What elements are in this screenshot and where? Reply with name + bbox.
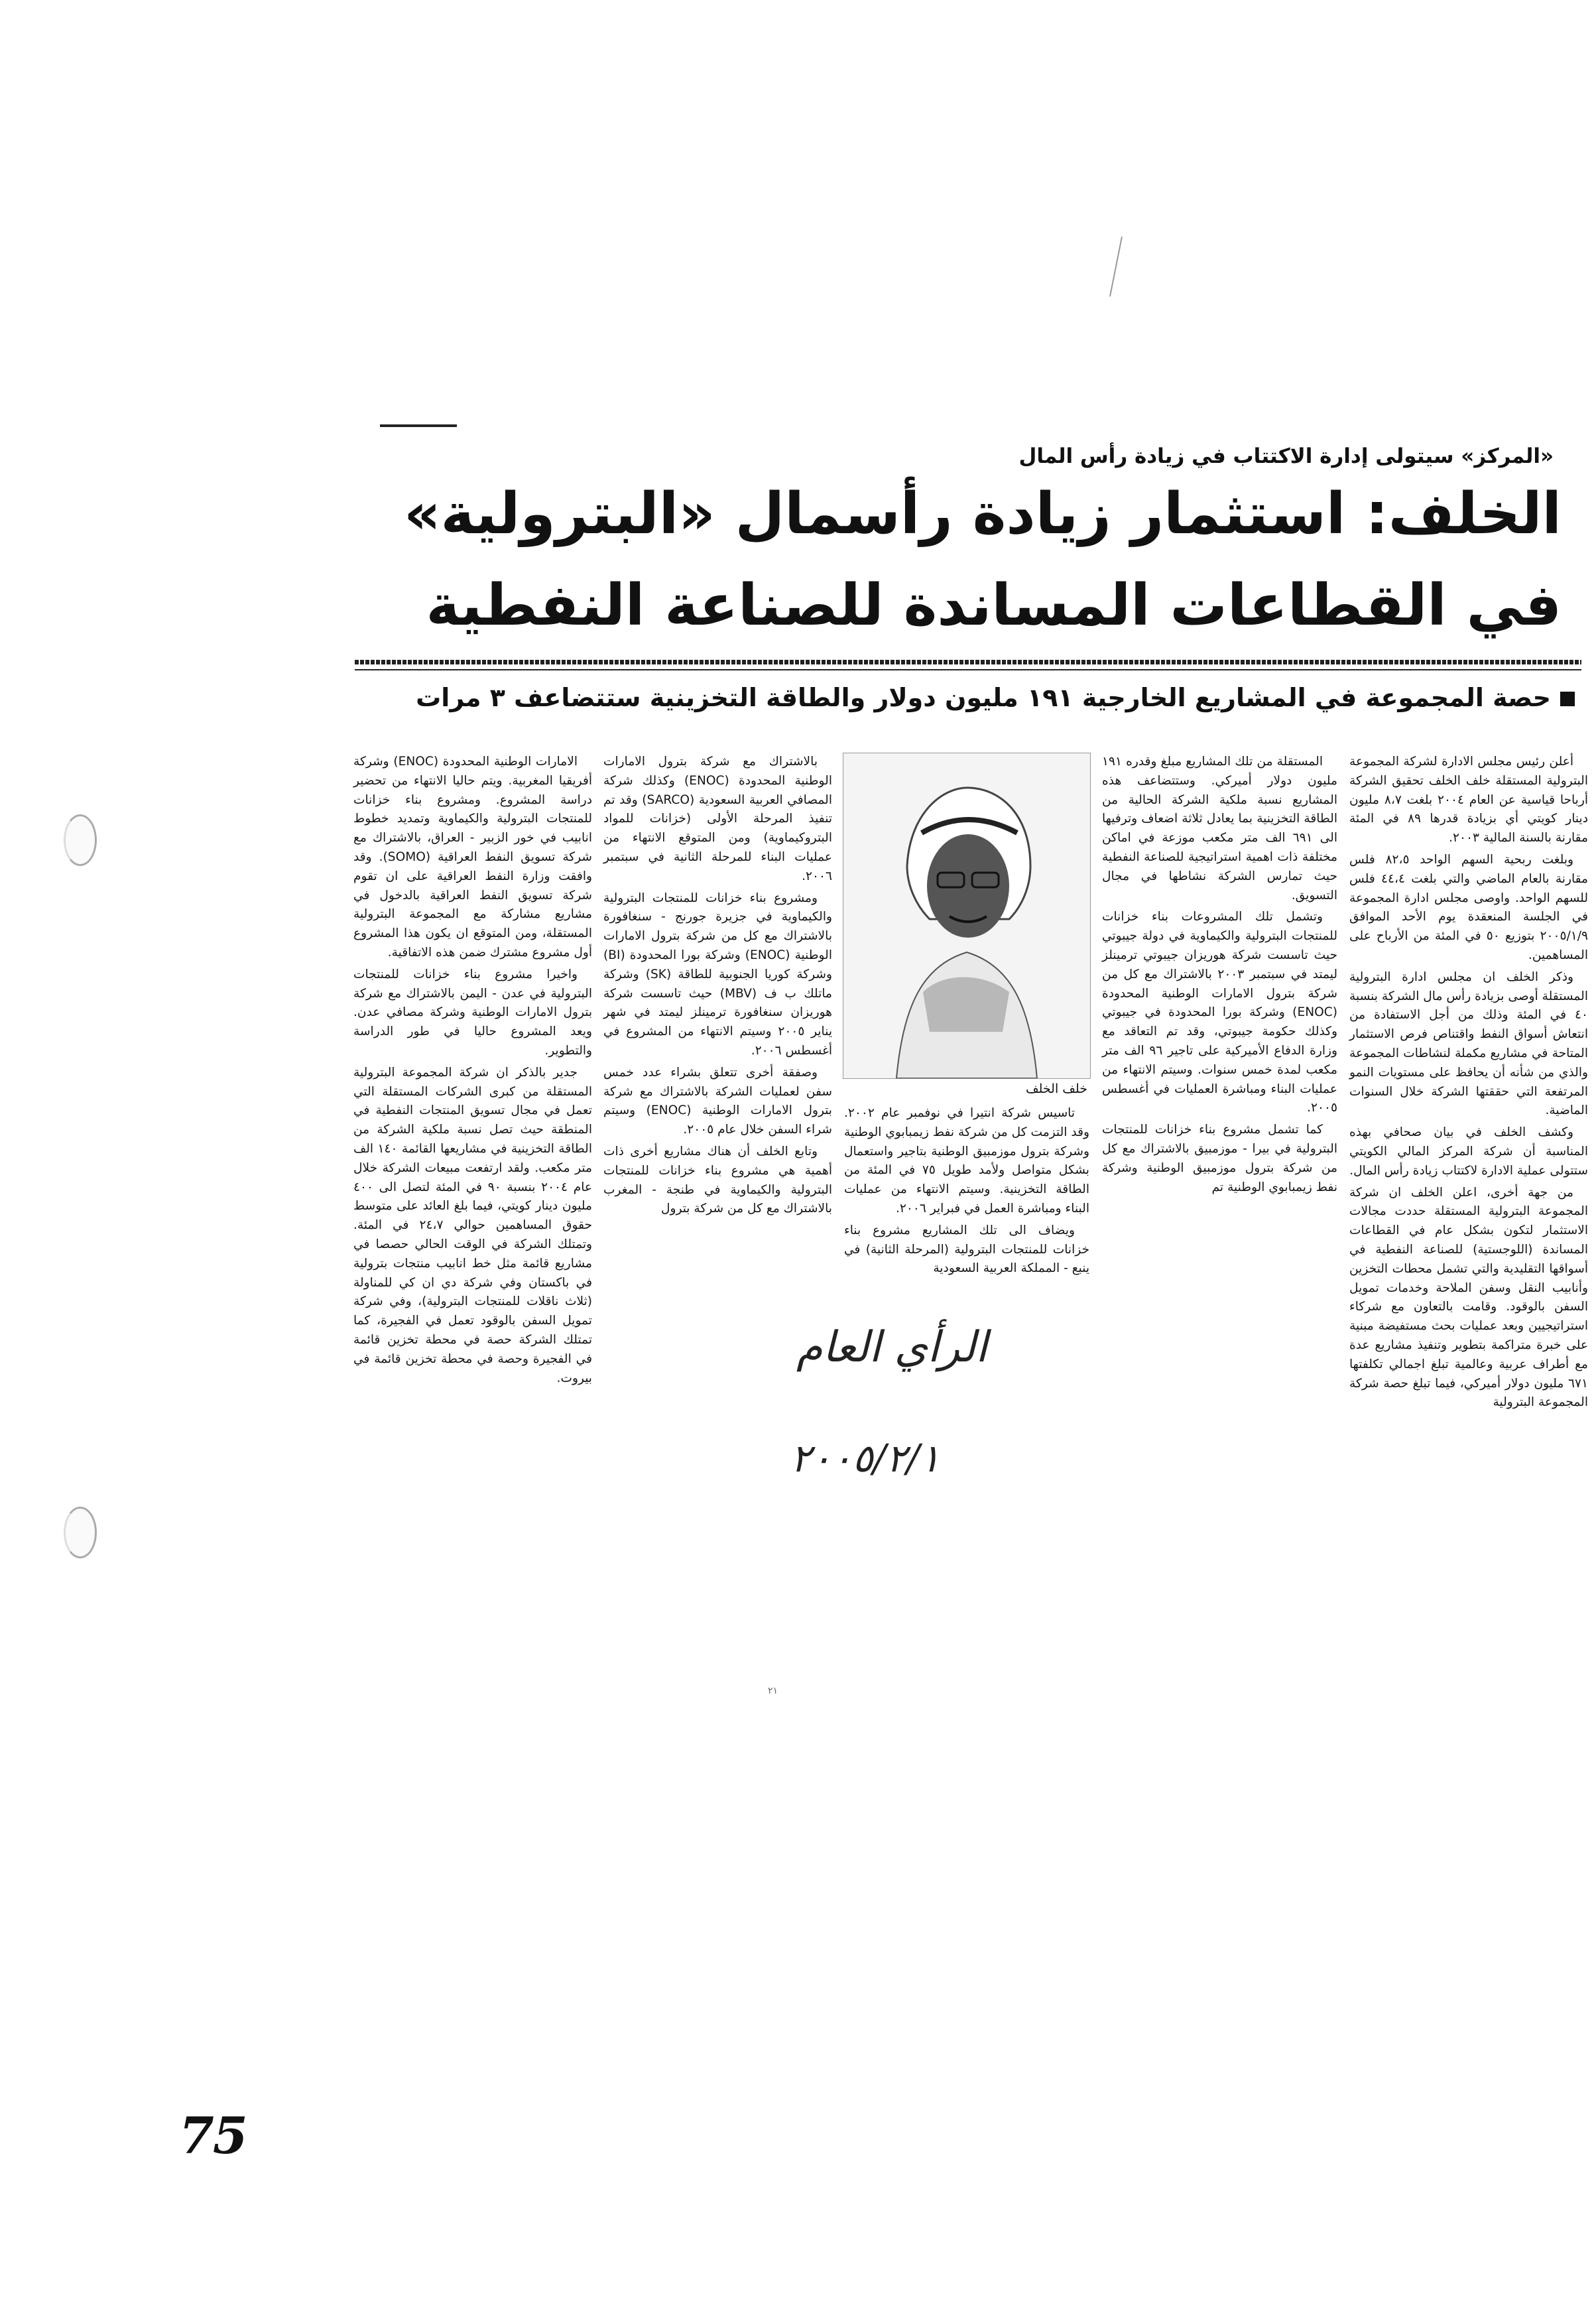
paragraph: وتابع الخلف أن هناك مشاريع أخرى ذات أهمية هي مشروع بناء خزانات للمنتجات البترولية والكيماوية في طنجة - المغرب بالاشتراك مع كل من شركة بترول: [603, 1144, 832, 1216]
kicker: «المركز» سيتولى إدارة الاكتتاب في زيادة رأس المال: [1018, 444, 1554, 468]
paragraph: من جهة أخرى، اعلن الخلف ان شركة المجموعة البترولية المستقلة حددت مجالات الاستثمار لتكون بشكل عام في القطاعات المساندة (اللوجستية) للصناعة النفطية في أسواقها التقليدية والتي تشمل محطات التخزين وأنابيب النقل وسفن الملاحة وخدمات تمويل السفن بالوقود. وقامت بالتعاون مع شركاء استراتيجيين وبعد عمليات بحث مستفيضة مبنية على خبرة متراكمة بتطوير وتنفيذ مشاريع عدة مع أطراف عربية وعالمية تبلغ اجمالي تكلفتها ٦٧١ مليون دولار أميركي، فيما تبلغ حصة شركة المجموعة البترولية: [1349, 1185, 1588, 1410]
portrait-photo: [843, 753, 1091, 1079]
portrait-photo-icon: [843, 753, 1090, 1078]
paragraph: أعلن رئيس مجلس الادارة لشركة المجموعة البترولية المستقلة خلف الخلف تحقيق الشركة أرباحا قياسية عن العام ٢٠٠٤ بلغت ٨،٧ مليون دينار كويتي أي بزيادة قدرها ٨٩ في المئة مقارنة بالسنة المالية ٢٠٠٣.: [1349, 755, 1588, 845]
deck-text: حصة المجموعة في المشاريع الخارجية ١٩١ مليون دولار والطاقة التخزينية ستتضاعف ٣ مرات: [416, 683, 1551, 712]
paragraph: بالاشتراك مع شركة بترول الامارات الوطنية المحدودة (ENOC) وكذلك شركة المصافي العربية السعودية (SARCO) وقد تم تنفيذ المرحلة الأولى (خزانات للمواد البتروكيماوية) ومن المتوقع الانتهاء من عمليات البناء للمرحلة الثانية في سبتمبر ٢٠٠٦.: [603, 755, 832, 883]
newspaper-clipping: [348, 408, 1588, 1727]
handwritten-note: [719, 1323, 1091, 1548]
stray-mark-icon: [1106, 233, 1126, 300]
handwritten-date: ٢٠٠٥/٢/١: [790, 1436, 940, 1481]
handwritten-source: الرأي العام: [796, 1323, 988, 1372]
paragraph: وبلغت ربحية السهم الواحد ٨٢،٥ فلس مقارنة بالعام الماضي والتي بلغت ٤٤،٤ فلس للسهم الواحد. واوصى مجلس ادارة المجموعة في الجلسة المنعقدة يوم الأحد الموافق ٢٠٠٥/١/٩ بتوزيع ٥٠ في المئة من الأرباح على المساهمين.: [1349, 852, 1588, 962]
paragraph: واخيرا مشروع بناء خزانات للمنتجات البترولية في عدن - اليمن بالاشتراك مع شركة بترول الامارات الوطنية وشركة مصافي عدن. ويعد المشروع حاليا في طور الدراسة والتطوير.: [353, 967, 592, 1058]
column-2: [1102, 753, 1337, 1200]
paragraph: جدير بالذكر ان شركة المجموعة البترولية المستقلة من كبرى الشركات المستقلة التي تعمل في مجال تسويق المنتجات النفطية في المنطقة حيث تصل نسبة ملكية الشركة من الطاقة التخزينية في مشاريعها القائمة ١٤٠ الف متر مكعب. ولقد ارتفعت مبيعات الشركة خلال عام ٢٠٠٤ بنسبة ٩٠ في المئة لتصل الى ٤٠٠ مليون دينار كويتي، فيما بلغ العائد على متوسط حقوق المساهمين حوالي ٢٤،٧ في المئة. وتمتلك الشركة في الوقت الحالي حصصا في مشاريع قائمة مثل خط انابيب منتجات بترولية في باكستان وفي شركة دي ان كي للمناولة (ثلاث ناقلات للمنتجات البترولية)، وفي شركة تمويل السفن بالوقود تعمل في الفجيرة، كما تمتلك الشركة حصة في محطة تخزين قائمة في الفجيرة وحصة في محطة تخزين قائمة في بيروت.: [353, 1065, 592, 1385]
headline-line-2: في القطاعات المساندة للصناعة النفطية: [426, 572, 1562, 639]
punch-hole-icon: [64, 814, 97, 866]
paragraph: وصفقة أخرى تتعلق بشراء عدد خمس سفن لعمليات الشركة بالاشتراك مع شركة بترول الامارات الوطنية (ENOC) وسيتم شراء السفن خلال عام ٢٠٠٥.: [603, 1065, 832, 1137]
deck: [341, 683, 1575, 712]
paragraph: كما تشمل مشروع بناء خزانات للمنتجات البترولية في بيرا - موزمبيق بالاشتراك مع كل من شركة بترول موزمبيق الوطنية وشركة نفط زيمبابوي الوطنية تم: [1102, 1123, 1337, 1194]
punch-hole-icon: [64, 1507, 97, 1558]
paragraph: المستقلة من تلك المشاريع مبلغ وقدره ١٩١ مليون دولار أميركي. وستتضاعف هذه المشاريع نسبة ملكية الشركة الحالية من الطاقة التخزينية بما يعادل ثلاثة اضعاف وترفيها الى ٦٩١ الف متر مكعب موزعة في اماكن مختلفة ذات اهمية استراتيجية للصناعة النفطية حيث تمارس الشركة نشاطها في مجال التسويق.: [1102, 755, 1337, 903]
column-1: [1349, 753, 1588, 1415]
column-5: [353, 753, 592, 1391]
paragraph: وذكر الخلف ان مجلس ادارة البترولية المستقلة أوصى بزيادة رأس مال الشركة بنسبة ٤٠ في المئة وذلك من أجل الاستفادة من انتعاش أسواق النفط واقتناص فرص الاستثمار المتاحة في مشاريع مكملة لنشاطات المجموعة والذي من شأنه أن يحافظ على مستويات النمو المرتفعة التي حققتها الشركة خلال السنوات الماضية.: [1349, 970, 1588, 1118]
paragraph: وتشمل تلك المشروعات بناء خزانات للمنتجات البترولية والكيماوية في دولة جيبوتي حيث تاسست شركة هوريزان جيبوتي ترمينلز ليمتد في سبتمبر ٢٠٠٣ بالاشتراك مع كل من شركة بترول الامارات الوطنية المحدودة (ENOC) وشركة بورا المحدودة في جيبوتي وكذلك حكومة جيبوتي، وقد تم التعاقد مع وزارة الدفاع الأميركية على تاجير ٩٦ الف متر مكعب لمدة خمس سنوات. وسيتم الانتهاء من عمليات البناء ومباشرة العمليات في أغسطس ٢٠٠٥.: [1102, 910, 1338, 1115]
paragraph: وكشف الخلف في بيان صحافي بهذه المناسبة أن شركة المركز المالي الكويتي ستتولى عملية الادارة لاكتتاب زيادة رأس المال.: [1349, 1125, 1588, 1178]
divider: [355, 669, 1581, 670]
paragraph: ومشروع بناء خزانات للمنتجات البترولية والكيماوية في جزيرة جورنج - سنغافورة بالاشتراك مع كل من شركة بترول الامارات الوطنية (ENOC) وشركة بورا المحدودة (BI) وشركة كوريا الجنوبية للطاقة (SK) وشركة ماتلك ب ف (MBV) حيث تاسست شركة هوريزان سنغافورة ترمينلز ليمتد في شهر يناير ٢٠٠٥ وسيتم الانتهاء من المشروع في أغسطس ٢٠٠٦.: [603, 891, 833, 1058]
divider: [380, 424, 457, 427]
photo-caption: خلف الخلف: [1025, 1082, 1087, 1096]
column-3: [844, 1104, 1089, 1281]
divider: [355, 660, 1581, 664]
bullet-icon: [1560, 692, 1575, 706]
headline-line-1: الخلف: استثمار زيادة رأسمال «البترولية»: [404, 481, 1562, 547]
paragraph: الامارات الوطنية المحدودة (ENOC) وشركة أفريقيا المغربية. ويتم حاليا الانتهاء من تحضير دراسة المشروع. ومشروع بناء خزانات للمنتجات البترولية والكيماوية وتمديد خطوط انابيب في خور الزبير - العراق، بالاشتراك مع شركة تسويق النفط العراقية (SOMO). وقد وافقت وزارة النفط العراقية على ان تقوم شركة تسويق النفط العراقية بالدخول في مشاريع مشاركة مع المجموعة البترولية المستقلة، ومن المتوقع ان يكون هذا المشروع أول مشروع مشترك ضمن هذه الاتفاقية.: [353, 755, 593, 960]
column-4: [603, 753, 832, 1221]
paragraph: ويضاف الى تلك المشاريع مشروع بناء خزانات للمنتجات البترولية (المرحلة الثانية) في ينبع - المملكة العربية السعودية: [844, 1223, 1089, 1276]
paragraph: تاسيس شركة انتيرا في نوفمبر عام ٢٠٠٢. وقد التزمت كل من شركة نفط زيمبابوي الوطنية وشركة بترول موزمبيق الوطنية بتاجير واستعمال بشكل متواصل ولأمد طويل ٧٥ في المئة من الطاقة التخزينية. وسيتم الانتهاء من عمليات البناء ومباشرة العمل في فبراير ٢٠٠٦.: [844, 1106, 1089, 1216]
footer-mark: ٢١: [768, 1686, 778, 1696]
page-number: 75: [179, 2106, 247, 2165]
